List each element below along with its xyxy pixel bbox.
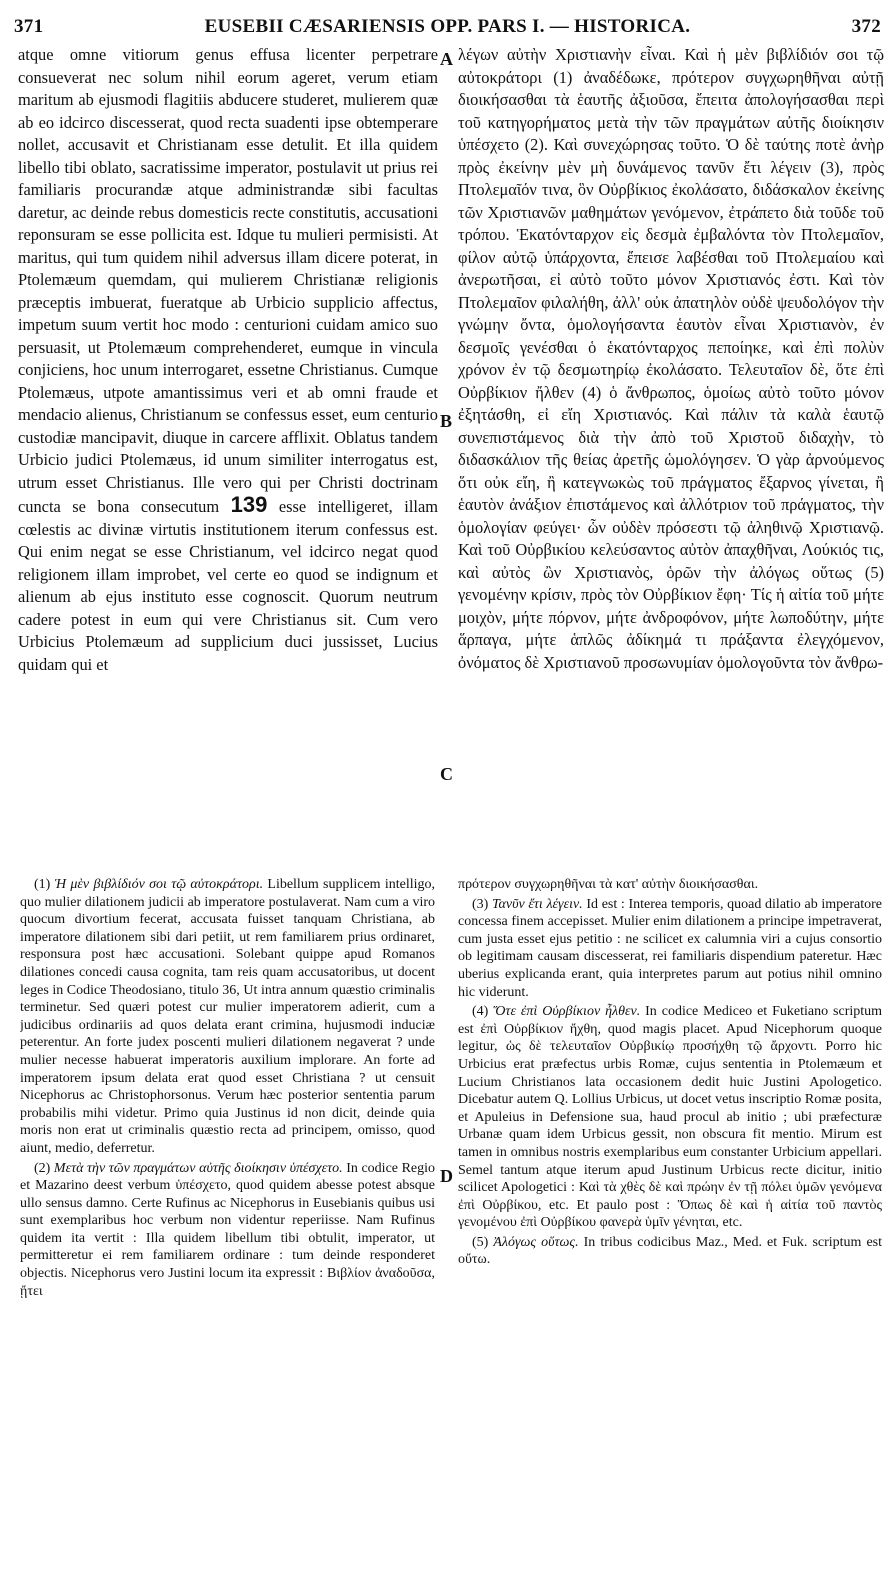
footnote-lemma: Μετὰ τὴν τῶν πραγμάτων αὐτῆς διοίκησιν ὑπέσχετο. <box>53 1160 343 1176</box>
footnote-ref: (5) <box>472 1234 489 1250</box>
footnotes-right <box>458 876 882 1536</box>
latin-text-part2: esse intelligeret, illam cœlestis ac divinæ virtutis institutionem iterum confessus est. Qui enim negat se esse Christianum, vel idcirco negat quod religionem illam improbet, vel certe eo quod se indignum et alienum ab ejus instituto esse cognoscit. Quorum neutrum cadere potest in eum qui vere Christianus sit. Cum vero Urbicius Ptolemæum ad supplicium duci jussisset, Lucius quidam qui et <box>18 497 438 674</box>
running-header <box>14 12 881 42</box>
footnote-1 <box>20 876 435 1158</box>
footnote-text: In codice Regio et Mazarino deest verbum ὑπέσχετο, quod quidem abesse potest absque ullo sensus damno. Certe Rufinus ac Nicephorus in Eusebianis quibus usi sunt exemplaribus hoc verbum non videntur reperiisse. Nam Rufinus quidem ita vertit : Illa quidem libellum tibi obtulit, imperator, ut permitteretur ei rem familiarem ordinare : tum deinde responderet objectis. Nicephorus vero Justini locum ita expressit : Βιβλίον ἀναδοῦσα, ᾔτει <box>20 1160 435 1299</box>
header-title: EUSEBII CÆSARIENSIS OPP. PARS I. — HISTORICA. <box>204 16 691 37</box>
footnote-2 <box>20 1160 435 1301</box>
latin-text-part1: atque omne vitiorum genus effusa licenter perpetrare consueverat nec solum nihil eorum ageret, verum etiam maritum ab ejusmodi flagitiis abducere studeret, mulierem quæ ab eo idcirco discesserat, quod recta suadenti ipse obtemperare nollet, accusavit et Christianam esse detulit. Et illa quidem libello tibi oblato, sacratissime imperator, postulavit ut prius rei familiaris procurandæ atque administrandæ sibi facultas daretur, ac deinde rebus domesticis recte constitutis, accusationi reponsuram se esse pollicita est. Idque tu mulieri permisisti. At maritus, qui tum quidem nihil adversus illam dicere poterat, in Ptolemæum quemdam, qui mulierem Christianæ religionis præceptis imbuerat, fueratque ab Urbicio supplicio affectus, impetum suum vertit hoc modo : centurioni cuidam amico suo persuasit, ut Ptolemæum comprehenderet, eumque in vincula conjiciens, hoc unum interrogaret, essetne Christianus. Cumque Ptolemæus, utpote amantissimus veri et ab omni fraude et mendacio alienus, Christianum se confessus esset, eum centurio custodiæ mancipavit, diuque in carcere afflixit. Oblatus tandem Urbicio judici Ptolemæus, id unum similiter interrogatus est, utrum esset Christianus. Ille vero qui per Christi doctrinam cuncta se bona consecutum <box>18 45 438 516</box>
margin-letter-c: C <box>440 764 453 784</box>
footnote-2-continued <box>458 876 882 894</box>
greek-column <box>458 44 884 836</box>
footnote-3 <box>458 896 882 1002</box>
footnote-ref: (2) <box>34 1160 51 1176</box>
footnote-text: Libellum supplicem intelligo, quo mulier dilationem judicii ab imperatore postulaverat. Nam cum a viro quocum divortium fecerat, accusata fuisset tanquam Christiana, ab imperatore dilationem sibi dari petiit, ut rem familiarem prius ordinaret, responsura post hæc accusationi. Solebant quippe apud Romanos dilationes concedi causa cognita, tam reis quam accusatoribus, ut docent leges in Codice Theodosiano, titulo 36, Ut intra annum quæstio criminalis terminetur. Sed quæri potest cur mulier imperatorem adierit, cum a judicibus ordinariis ad quos delata erant crimina, hujusmodi induciæ peterentur. An forte judex poscenti mulieri dilationem negaverat ? unde mulier necesse habuerat imperatoris auxilium implorare. An forte ad imperatorem ipsum delata erat quod esset Christiana ? ut censuit Nicephorus ac Christophorsonus. Verum hæc posterior sententia parum probabilis mihi videtur. Primo quia Justinus id non dicit, deinde quia moris non erat ut criminalis quæstio recta ad principem, omisso, quod aiunt, medio, deferretur. <box>20 877 435 1156</box>
left-page-number: 371 <box>14 16 44 37</box>
footnote-lemma: Ὅτε ἐπὶ Οὐρβίκιον ἦλθεν. <box>493 1004 641 1020</box>
footnote-text: πρότερον συγχωρηθῆναι τὰ κατ' αὐτὴν διοικήσασθαι. <box>458 877 759 892</box>
footnote-4 <box>458 1003 882 1232</box>
footnote-ref: (4) <box>472 1004 489 1020</box>
greek-text: λέγων αὐτὴν Χριστιανὴν εἶναι. Καὶ ἡ μὲν βιβλίδιόν σοι τῷ αὐτοκράτορι (1) ἀναδέδωκε, πρότερον συγχωρηθῆναι αὐτῇ διοικήσασθαι τὰ ἑαυτῆς ἀξιοῦσα, ἔπειτα ἀπολογήσασθαι περὶ τοῦ κατηγορήματος μετὰ τὴν τῶν πραγμάτων αὐτῆς διοίκησιν ὑπέσχετο (2). Καὶ συνεχώρησας τοῦτο. Ὁ δὲ ταύτης ποτὲ ἀνὴρ πρὸς ἐκείνην μὲν μὴ δυνάμενος τανῦν ἔτι λέγειν (3), πρὸς Πτολεμαῖόν τινα, ὃν Οὐρβίκιος ἐκολάσατο, διδάσκαλον ἐκείνης τῶν Χριστιανῶν μαθημάτων γενόμενον, ἐτράπετο διὰ τοῦδε τοῦ τρόπου. Ἑκατόνταρχον εἰς δεσμὰ ἐμβαλόντα τὸν Πτολεμαῖον, φίλον αὐτῷ ὑπάρχοντα, ἔπεισε λαβέσθαι τοῦ Πτολεμαίου καὶ ἀνερωτῆσαι, εἰ αὐτὸ τοῦτο μόνον Χριστιανός ἐστι. Καὶ τὸν Πτολεμαῖον φιλαλήθη, ἀλλ' οὐκ ἀπατηλὸν οὐδὲ ψευδολόγον τὴν γνώμην ὄντα, ὁμολογήσαντα ἑαυτὸν εἶναι Χριστιανὸν, ἐν δεσμοῖς γενέσθαι ὁ ἑκατόνταρχος πεποίηκε, καὶ ἐπὶ πολὺν χρόνον ἐν τῷ δεσμωτηρίῳ ἐκολάσατο. Τελευταῖον δὲ, ὅτε ἐπὶ Οὐρβίκιον ἤλθεν (4) ὁ ἄνθρωπος, ὁμοίως αὐτὸ τοῦτο μόνον ἐξητάσθη, εἰ εἴη Χριστιανός. Καὶ πάλιν τὰ καλὰ ἑαυτῷ συνεπιστάμενος διὰ τὴν ἀπὸ τοῦ Χριστοῦ διδαχὴν, τὸ διδασκάλιον τῆς θείας ἀρετῆς ὡμολόγησεν. Ὁ γὰρ ἀρνούμενος ὅτι οὐκ εἴη, ἢ κατεγνωκὼς τοῦ πράγματος ἔξαρνος γίνεται, ἢ ἑαυτὸν ἀνάξιον ἐπιστάμενος καὶ ἀλλότριον τοῦ πράγματος, τὴν ὁμολογίαν φεύγει· ὧν οὐδὲν πρόσεστι τῷ ἀληθινῷ Χριστιανῷ. Καὶ τοῦ Οὐρβικίου κελεύσαντος αὐτὸν ἀπαχθῆναι, Λούκιός τις, καὶ αὐτὸς ὢν Χριστιανὸς, ὁρῶν τὴν ἀλόγως οὕτως (5) γενομένην κρίσιν, πρὸς τὸν Οὐρβίκιον ἔφη· Τίς ἡ αἰτία τοῦ μήτε μοιχὸν, μήτε πόρνον, μήτε ἀνδροφόνον, μήτε λωποδύτην, μήτε ἅρπαγα, μήτε ἁπλῶς ἀδίκημά τι πράξαντα ἐλεγχόμενον, ὀνόματος δὲ Χριστιανοῦ προσωνυμίαν ὁμολογοῦντα τὸν ἄνθρω- <box>458 45 884 672</box>
footnote-lemma: Ἀλόγως οὕτως. <box>493 1234 579 1250</box>
page-marker: 139 <box>230 492 268 517</box>
footnote-lemma: Τανῦν ἔτι λέγειν. <box>492 896 583 912</box>
footnotes-left <box>20 876 435 1536</box>
latin-column <box>18 44 438 836</box>
margin-letter-a: A <box>440 49 453 69</box>
footnote-ref: (3) <box>472 896 489 912</box>
right-page-number: 372 <box>851 16 881 37</box>
footnote-ref: (1) <box>34 877 51 892</box>
footnote-text: In codice Mediceo et Fuketiano scriptum est ἐπὶ Οὐρβίκιον ἤχθη, quod magis placet. Apud Nicephorum quoque legitur, ὡς δὲ τελευταῖον Οὐρβικίῳ προσήχθη τῷ ἄρχοντι. Porro hic Urbicius erat præfectus urbis Romæ, cujus sententia in Ptolemæum et Lucium Christianos lata occasionem dedit huic Justini Apologetico. Dicebatur autem Q. Lollius Urbicus, ut docet vetus inscriptio Romæ posita, et Apuleius in Defensione sua, haud procul ab initio ; ubi præfecturæ Urbanæ quam idem Urbicus gessit, non obscura fit mentio. Mirum est tamen in omnibus nostris exemplaribus eum constanter Urbicium appellari. Semel tantum atque iterum apud Justinum Urbicus recte dicitur, initio scilicet Apologetici : Καὶ τὰ χθὲς δὲ καὶ πρώην ἐν τῇ πόλει ὑμῶν γενόμενα ἐπὶ Οὐρβίκου, etc. Et paulo post : Ὅπως δὲ καὶ ἡ αἰτία τοῦ παντὸς γενομένου ἐπὶ Οὐρβίκου φανερὰ ὑμῖν γένηται, etc. <box>458 1004 882 1231</box>
footnote-lemma: Ἡ μὲν βιβλίδιόν σοι τῷ αὐτοκράτορι. <box>54 877 264 892</box>
margin-letter-b: B <box>440 411 453 431</box>
footnote-5 <box>458 1234 882 1269</box>
footnote-text: In tribus codicibus Maz., Med. et Fuk. scriptum est οὔτω. <box>458 1234 882 1268</box>
margin-letter-d: D <box>440 1166 453 1186</box>
footnote-text: Id est : Interea temporis, quoad dilatio ab imperatore concessa finem accepisset. Mulier enim dilationem a principe impetraverat, cum justa esset ejus petitio : ne scilicet ex calumnia viri a cujus consortio ob legitimam causam discesserat, rei familiaris dispendium pateretur. Hæc uberius explicanda erant, quia interpretes parum aut potius nihil omnino hic viderunt. <box>458 896 882 1000</box>
